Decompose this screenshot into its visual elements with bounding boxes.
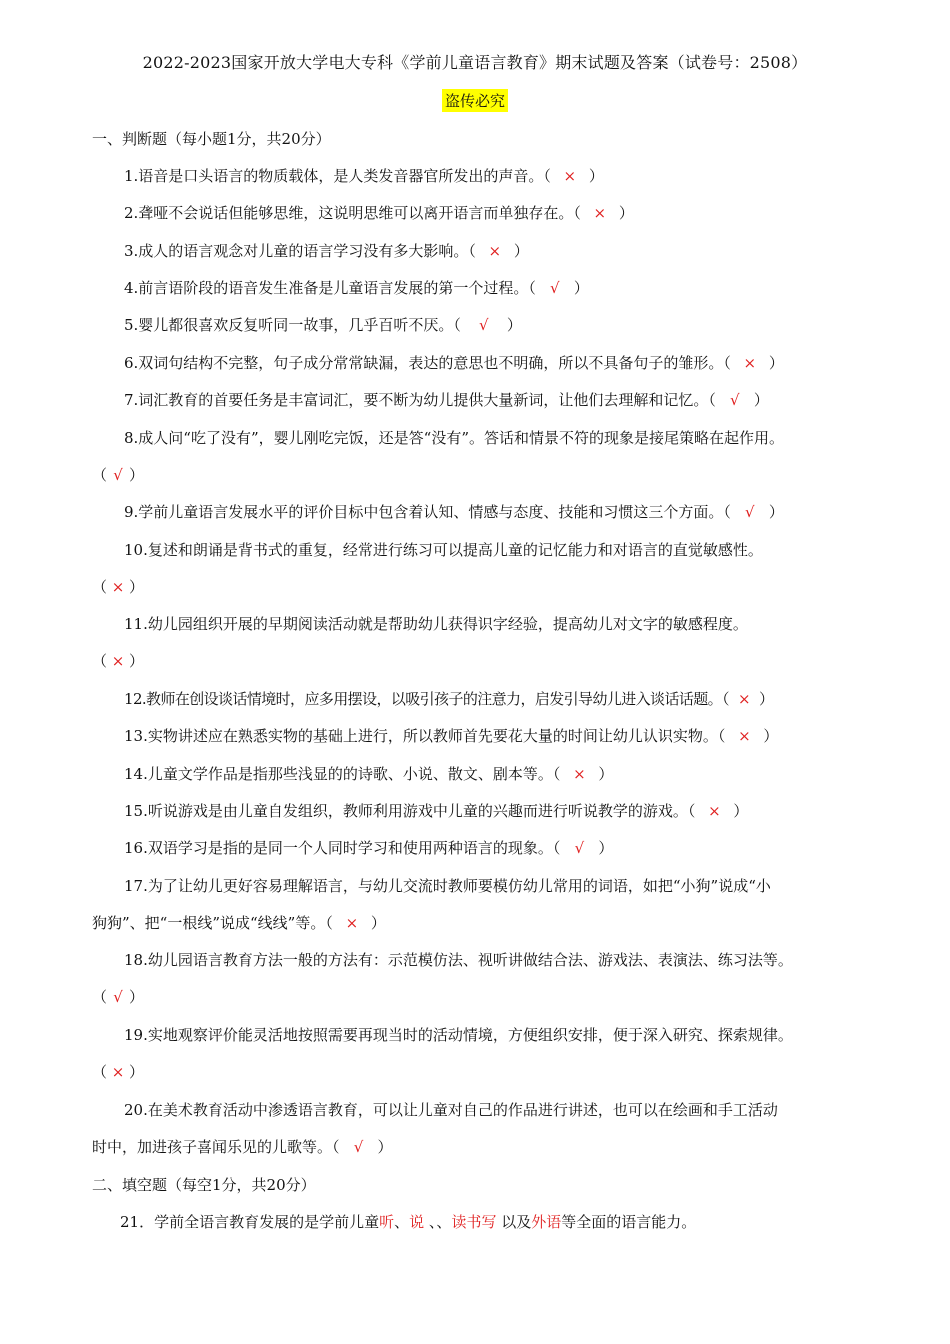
question-15: [124, 801, 748, 821]
question-18-continued: [92, 987, 144, 1007]
question-12: [124, 689, 773, 709]
separator: 以及: [496, 1213, 532, 1231]
question-text: 19.实地观察评价能灵活地按照需要再现当时的活动情境，方便组织安排，便于深入研究、探索规律。: [124, 1026, 793, 1044]
answer-mark: ×: [488, 242, 502, 260]
question-11-continued: [92, 651, 144, 671]
answer-mark: ×: [708, 802, 721, 820]
answer-blank-2: 说: [409, 1213, 425, 1231]
question-text-cont: 狗狗”、把“一根线”说成“线线”等。（: [92, 914, 333, 932]
question-text: 10.复述和朗诵是背书式的重复，经常进行练习可以提高儿童的记忆能力和对语言的直觉敏感性。: [124, 541, 763, 559]
question-text: 13.实物讲述应在熟悉实物的基础上进行，所以教师首先要花大量的时间让幼儿认识实物。（: [124, 727, 726, 745]
answer-mark: √: [550, 279, 560, 297]
question-text-cont: 时中，加进孩子喜闻乐见的儿歌等。（: [92, 1138, 340, 1156]
question-20-continued: [92, 1137, 393, 1157]
question-text: 3.成人的语言观念对儿童的语言学习没有多大影响。（: [124, 242, 476, 260]
answer-mark: √: [574, 839, 585, 857]
answer-mark: ×: [563, 167, 577, 185]
answer-mark: ×: [737, 690, 750, 708]
question-14: [124, 764, 613, 784]
question-21: [120, 1212, 696, 1232]
paren-close: ）: [506, 316, 522, 334]
paren-close: ）: [598, 839, 614, 857]
question-7: [124, 390, 769, 410]
question-8-continued: [92, 465, 144, 485]
question-3: [124, 241, 529, 261]
answer-mark: ×: [743, 354, 757, 372]
paren-close: ）: [768, 503, 784, 521]
answer-blank-5: 外语: [531, 1213, 562, 1231]
question-16: [124, 838, 613, 858]
section-heading-fill-in: 二、填空题（每空1分，共20分）: [92, 1176, 316, 1194]
question-2: [124, 203, 634, 223]
question-text: 11.幼儿园组织开展的早期阅读活动就是帮助幼儿获得识字经验，提高幼儿对文字的敏感程度。: [124, 615, 748, 633]
section-heading-judgment: 一、判断题（每小题1分，共20分）: [92, 130, 331, 148]
question-10-continued: [92, 577, 144, 597]
question-text: 2.聋哑不会说话但能够思维，这说明思维可以离开语言而单独存在。（: [124, 204, 581, 222]
separator: 、: [424, 1213, 437, 1231]
question-text: 7.词汇教育的首要任务是丰富词汇，要不断为幼儿提供大量新词，让他们去理解和记忆。（: [124, 391, 716, 409]
question-13: [124, 726, 778, 746]
question-text-end: 等全面的语言能力。: [561, 1213, 697, 1231]
answer-mark: √: [479, 316, 489, 334]
question-17-continued: [92, 913, 386, 933]
question-text: 20.在美术教育活动中渗透语言教育，可以让儿童对自己的作品进行讲述，也可以在绘画和手工活动: [124, 1101, 778, 1119]
answer-mark: √: [745, 503, 755, 521]
paren-close: ）: [573, 279, 589, 297]
answer-mark: ×: [111, 1063, 125, 1081]
question-text: 18.幼儿园语言教育方法一般的方法有：示范模仿法、视听讲做结合法、游戏法、表演法、练习法等。: [124, 951, 793, 969]
question-text: 17.为了让幼儿更好容易理解语言，与幼儿交流时教师要模仿幼儿常用的词语，如把“小狗”说成“小: [124, 877, 771, 895]
question-text: 5.婴儿都很喜欢反复听同一故事，几乎百听不厌。（: [124, 316, 461, 334]
question-text: 15.听说游戏是由儿童自发组织，教师利用游戏中儿童的兴趣而进行听说教学的游戏。（: [124, 802, 696, 820]
paren-open: （: [92, 652, 108, 670]
answer-blank-4: 书写: [466, 1213, 497, 1231]
paren-close: ）: [370, 914, 386, 932]
separator: 、: [394, 1213, 410, 1231]
answer-blank-1: 听: [379, 1213, 395, 1231]
paren-close: ）: [763, 727, 779, 745]
paren-close: ）: [758, 690, 774, 708]
paren-close: ）: [129, 578, 145, 596]
question-text: 16.双语学习是指的是同一个人同时学习和使用两种语言的现象。（: [124, 839, 561, 857]
paren-open: （: [92, 466, 108, 484]
question-9: [124, 502, 784, 522]
answer-mark: √: [730, 391, 740, 409]
answer-mark: √: [113, 988, 123, 1006]
question-text: 21．学前全语言教育发展的是学前儿童: [120, 1213, 380, 1231]
question-text: 4.前言语阶段的语音发生准备是儿童语言发展的第一个过程。（: [124, 279, 536, 297]
answer-mark: ×: [573, 765, 586, 783]
answer-mark: ×: [111, 578, 125, 596]
question-text: 12.教师在创设谈话情境时，应多用摆设，以吸引孩子的注意力，启发引导幼儿进入谈话话题。（: [124, 690, 729, 708]
paren-close: ）: [129, 988, 145, 1006]
paren-close: ）: [753, 391, 769, 409]
document-title: 2022-2023国家开放大学电大专科《学前儿童语言教育》期末试题及答案（试卷号：2508）: [142, 53, 808, 72]
paren-close: ）: [618, 204, 634, 222]
question-19: [124, 1025, 793, 1045]
paren-open: （: [92, 988, 108, 1006]
answer-mark: ×: [593, 204, 607, 222]
separator: 、: [436, 1213, 452, 1231]
question-10: [124, 540, 763, 560]
answer-mark: √: [113, 466, 123, 484]
question-11: [124, 614, 748, 634]
answer-mark: ×: [345, 914, 359, 932]
paren-open: （: [92, 578, 108, 596]
paren-close: ）: [513, 242, 529, 260]
paren-close: ）: [129, 466, 145, 484]
question-5: [124, 315, 522, 335]
question-18: [124, 950, 793, 970]
copyright-notice: 盗传必究: [442, 89, 508, 112]
notice-wrap: [0, 89, 950, 112]
question-text: 1.语音是口头语言的物质载体，是人类发音器官所发出的声音。（: [124, 167, 551, 185]
answer-blank-3: 读: [451, 1213, 467, 1231]
question-1: [124, 166, 604, 186]
answer-mark: ×: [738, 727, 751, 745]
question-text: 6.双词句结构不完整，句子成分常常缺漏，表达的意思也不明确，所以不具备句子的雏形。（: [124, 354, 731, 372]
question-text: 9.学前儿童语言发展水平的评价目标中包含着认知、情感与态度、技能和习惯这三个方面。（: [124, 503, 731, 521]
paren-close: ）: [768, 354, 784, 372]
question-text: 14.儿童文学作品是指那些浅显的的诗歌、小说、散文、剧本等。（: [124, 765, 561, 783]
question-8: [124, 428, 784, 448]
answer-mark: √: [353, 1138, 364, 1156]
question-20: [124, 1100, 778, 1120]
question-6: [124, 353, 784, 373]
question-text: 8.成人问“吃了没有”，婴儿刚吃完饭，还是答“没有”。答话和情景不符的现象是接尾策略在起作用。: [124, 429, 784, 447]
paren-close: ）: [377, 1138, 393, 1156]
question-17: [124, 876, 771, 896]
question-4: [124, 278, 589, 298]
paren-close: ）: [598, 765, 614, 783]
paren-close: ）: [588, 167, 604, 185]
paren-close: ）: [129, 652, 145, 670]
answer-mark: ×: [111, 652, 125, 670]
paren-close: ）: [733, 802, 749, 820]
paren-open: （: [92, 1063, 108, 1081]
paren-close: ）: [129, 1063, 145, 1081]
question-19-continued: [92, 1062, 144, 1082]
